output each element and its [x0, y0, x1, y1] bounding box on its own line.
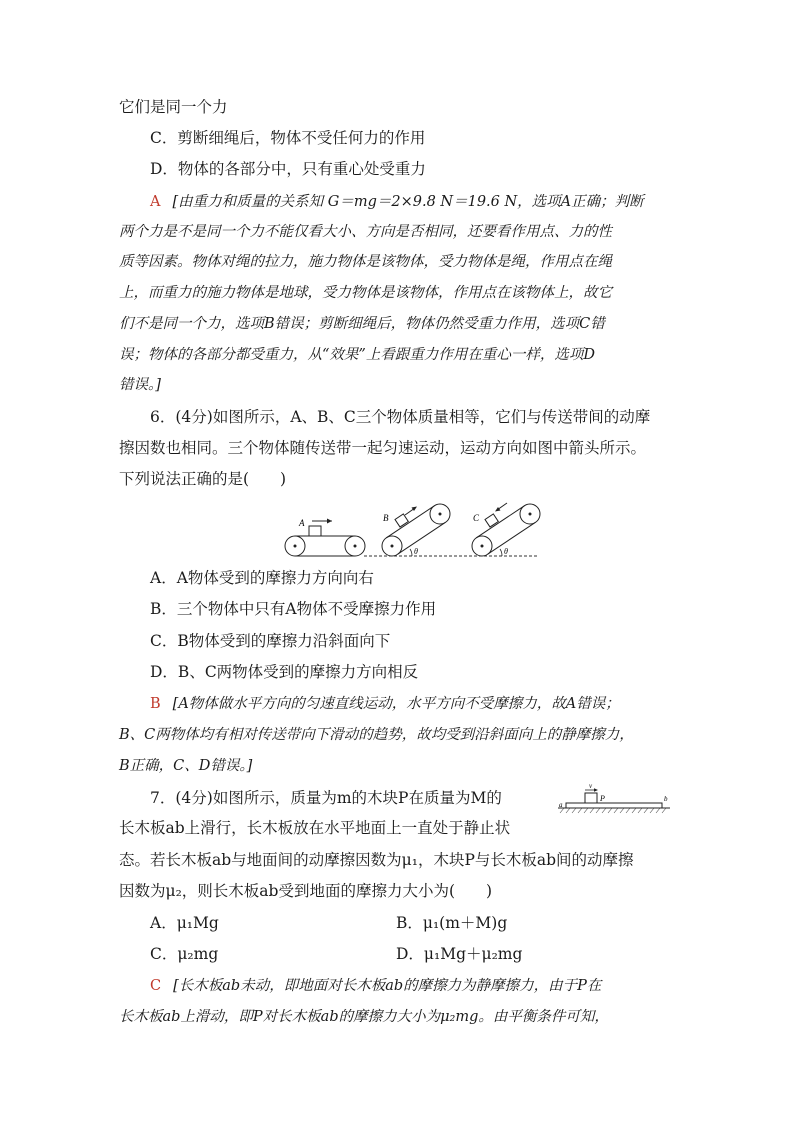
belt-bottom	[398, 522, 446, 554]
board-block-figure	[554, 780, 674, 820]
angle-arc	[410, 549, 412, 556]
answer-q5-line: A [由重力和质量的关系知 G＝mg＝2×9.8 N＝19.6 N，选项A正确；判断	[150, 194, 644, 210]
arrow-head	[327, 519, 332, 524]
option-b-q7: B．μ₁(m＋M)g	[396, 914, 508, 932]
question-7-stem: 态。若长木板ab与地面间的动摩擦因数为μ₁，木块P与长木板ab间的动摩擦	[119, 851, 634, 869]
text-line: 它们是同一个力	[119, 98, 228, 116]
pulley-axle	[294, 545, 297, 548]
option-c-q6: C．B物体受到的摩擦力沿斜面向下	[150, 632, 391, 650]
option-b-q6: B．三个物体中只有A物体不受摩擦力作用	[150, 600, 437, 618]
answer-q6-text: B正确，C、D错误。]	[119, 758, 253, 774]
option-d-q6: D．B、C两物体受到的摩擦力方向相反	[150, 663, 419, 681]
answer-letter-q7: C	[150, 978, 162, 994]
option-a-q6: A．A物体受到的摩擦力方向向右	[150, 569, 374, 587]
answer-letter-q5: A	[150, 194, 161, 210]
block-p	[585, 793, 597, 803]
block-a	[309, 526, 321, 536]
pulley-axle	[391, 545, 394, 548]
belt-bottom	[488, 522, 536, 554]
long-board	[566, 803, 662, 808]
question-7-stem: 因数为μ₂，则长木板ab受到地面的摩擦力大小为( )	[119, 882, 493, 900]
option-d-q7: D．μ₁Mg＋μ₂mg	[396, 945, 523, 963]
label-b-end: b	[664, 795, 668, 803]
question-6-stem: 擦因数也相同。三个物体随传送带一起匀速运动，运动方向如图中箭头所示。	[119, 439, 647, 457]
conveyor-belt-figure	[280, 497, 542, 563]
answer-q7-line: C [长木板ab未动，即地面对长木板ab的摩擦力为静摩擦力，由于P在	[150, 978, 602, 994]
answer-q5-text: 上，而重力的施力物体是地球，受力物体是该物体，作用点在该物体上，故它	[119, 285, 612, 301]
pulley-axle	[481, 545, 484, 548]
option-c-q5: C．剪断细绳后，物体不受任何力的作用	[150, 129, 426, 147]
question-7-stem: 长木板ab上滑行，长木板放在水平地面上一直处于静止状	[119, 819, 511, 837]
pulley-axle	[354, 545, 357, 548]
answer-q6-line: B [A物体做水平方向的匀速直线运动，水平方向不受摩擦力，故A错误；	[150, 696, 620, 712]
label-theta-b: θ	[414, 547, 418, 556]
question-6-stem: 6．(4分)如图所示，A、B、C三个物体质量相等，它们与传送带间的动摩	[150, 408, 651, 426]
ground-hatching	[560, 808, 666, 813]
angle-arc	[500, 549, 502, 556]
pulley-axle	[529, 513, 532, 516]
belt-top	[387, 506, 435, 538]
label-v: v	[589, 782, 593, 790]
option-d-q5: D．物体的各部分中，只有重心处受重力	[150, 160, 426, 178]
label-theta-c: θ	[504, 547, 508, 556]
label-b: B	[383, 513, 389, 523]
answer-q5-text: 误；物体的各部分都受重力，从“效果”上看跟重力作用在重心一样，选项D	[119, 347, 595, 363]
label-p: P	[600, 794, 605, 803]
answer-q5-text: 两个力是不是同一个力不能仅看大小、方向是否相同，还要看作用点、力的性	[119, 224, 612, 240]
answer-q7-text: 长木板ab上滑动，即P对长木板ab的摩擦力大小为μ₂mg。由平衡条件可知，	[119, 1009, 609, 1025]
answer-q6-text: B、C两物体均有相对传送带向下滑动的趋势，故均受到沿斜面向上的静摩擦力，	[119, 727, 634, 743]
label-a-end: a	[559, 801, 563, 809]
option-c-q7: C．μ₂mg	[150, 945, 219, 963]
answer-q5-text: 们不是同一个力，选项B错误；剪断细绳后，物体仍然受重力作用，选项C错	[119, 316, 605, 332]
question-6-stem: 下列说法正确的是( )	[119, 470, 287, 488]
option-a-q7: A．μ₁Mg	[150, 914, 219, 932]
pulley-axle	[439, 513, 442, 516]
answer-letter-q6: B	[150, 696, 161, 712]
answer-q5-text: 错误。]	[119, 377, 161, 393]
label-c: C	[473, 513, 480, 523]
arrow-head	[594, 788, 598, 791]
label-a: A	[299, 518, 305, 528]
question-7-stem: 7．(4分)如图所示，质量为m的木块P在质量为M的	[150, 789, 502, 807]
answer-q5-text: 质等因素。物体对绳的拉力，施力物体是该物体，受力物体是绳，作用点在绳	[119, 254, 612, 270]
